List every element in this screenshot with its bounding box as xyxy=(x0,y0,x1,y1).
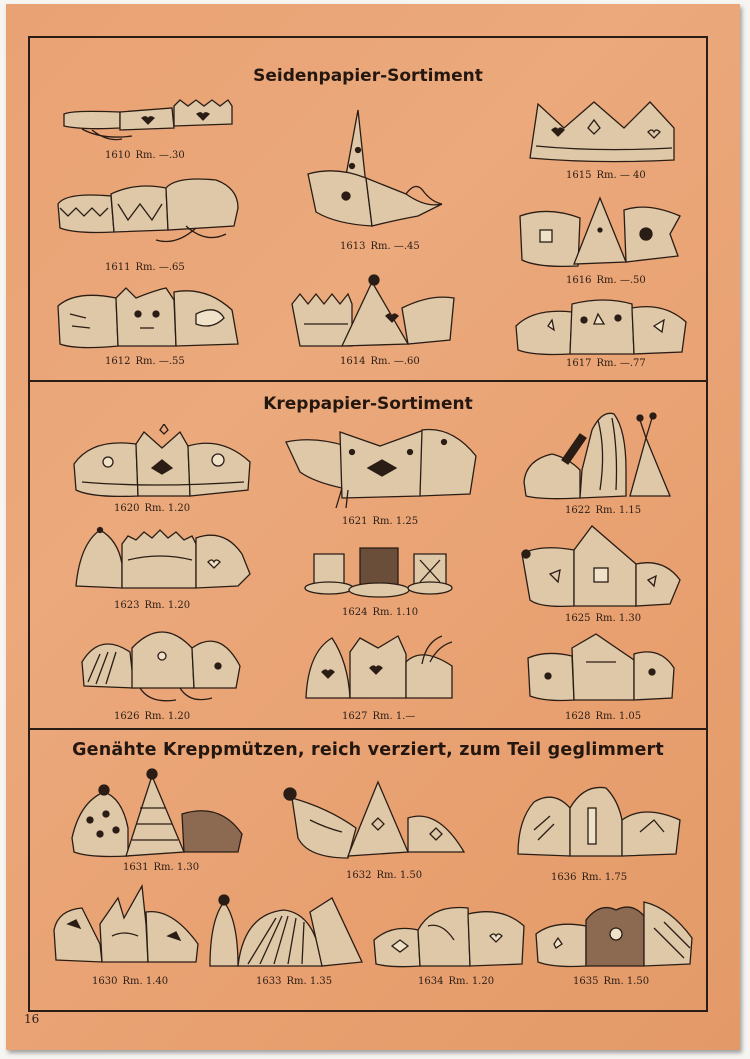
item-number: 1636 xyxy=(551,872,577,883)
hat-illustration-1623 xyxy=(74,524,252,592)
item-number: 1625 xyxy=(565,613,591,624)
item-caption xyxy=(342,711,415,722)
hat-illustration-1632 xyxy=(278,778,468,864)
item-caption xyxy=(105,262,185,273)
item-caption xyxy=(566,358,646,369)
item-number: 1614 xyxy=(340,356,366,367)
item-number: 1622 xyxy=(565,505,591,516)
item-price: Rm. 1.35 xyxy=(286,976,333,987)
item-caption xyxy=(566,275,646,286)
item-price: Rm. —.30 xyxy=(135,150,185,161)
item-number: 1613 xyxy=(340,241,366,252)
item-price: Rm. —.50 xyxy=(596,275,646,286)
item-caption xyxy=(565,711,641,722)
hat-illustration-1631 xyxy=(70,768,246,860)
hat-illustration-1624 xyxy=(304,544,454,600)
hat-illustration-1614 xyxy=(290,272,458,352)
item-number: 1620 xyxy=(114,503,140,514)
hat-illustration-1612 xyxy=(56,284,241,354)
item-price: Rm. —.60 xyxy=(370,356,420,367)
hat-illustration-1633 xyxy=(204,894,366,970)
section-divider xyxy=(28,380,708,382)
item-caption xyxy=(256,976,332,987)
hat-illustration-1627 xyxy=(302,632,458,702)
item-caption xyxy=(342,607,418,618)
item-price: Rm. 1.10 xyxy=(372,607,419,618)
item-number: 1610 xyxy=(105,150,131,161)
item-caption xyxy=(340,241,420,252)
item-caption xyxy=(418,976,494,987)
item-caption xyxy=(342,516,418,527)
section-title-seidenpapier: Seidenpapier-Sortiment xyxy=(253,66,483,86)
hat-illustration-1622 xyxy=(522,410,674,502)
hat-illustration-1610 xyxy=(62,96,237,146)
hat-illustration-1630 xyxy=(52,884,202,966)
item-price: Rm. 1.40 xyxy=(122,976,169,987)
item-price: Rm. —.65 xyxy=(135,262,185,273)
hat-illustration-1620 xyxy=(72,424,252,500)
item-caption xyxy=(565,505,641,516)
hat-illustration-1611 xyxy=(56,174,241,254)
item-price: Rm. —.45 xyxy=(370,241,420,252)
item-price: Rm. 1.25 xyxy=(372,516,419,527)
hat-illustration-1634 xyxy=(372,900,528,970)
hat-illustration-1626 xyxy=(80,622,244,708)
item-number: 1627 xyxy=(342,711,368,722)
section-divider xyxy=(28,728,708,730)
item-number: 1611 xyxy=(105,262,131,273)
item-price: Rm. 1.50 xyxy=(376,870,423,881)
hat-illustration-1621 xyxy=(284,422,480,510)
item-price: Rm. 1.20 xyxy=(448,976,495,987)
hat-illustration-1636 xyxy=(514,780,684,862)
item-price: Rm. 1.20 xyxy=(144,600,191,611)
item-number: 1617 xyxy=(566,358,592,369)
item-caption xyxy=(565,613,641,624)
item-number: 1635 xyxy=(573,976,599,987)
section-title-genaehte-kreppmuetzen: Genähte Kreppmützen, reich verziert, zum Teil geglimmert xyxy=(72,740,664,760)
item-number: 1630 xyxy=(92,976,118,987)
item-number: 1633 xyxy=(256,976,282,987)
hat-illustration-1616 xyxy=(518,196,683,268)
item-price: Rm. 1.30 xyxy=(595,613,642,624)
item-price: Rm. — 40 xyxy=(596,170,646,181)
item-price: Rm. 1.05 xyxy=(595,711,642,722)
item-number: 1631 xyxy=(123,862,149,873)
item-price: Rm. 1.30 xyxy=(153,862,200,873)
item-price: Rm. —.55 xyxy=(135,356,185,367)
item-caption xyxy=(566,170,646,181)
item-caption xyxy=(114,711,190,722)
item-number: 1615 xyxy=(566,170,592,181)
item-caption xyxy=(573,976,649,987)
item-number: 1624 xyxy=(342,607,368,618)
item-caption xyxy=(114,600,190,611)
item-caption xyxy=(92,976,168,987)
item-price: Rm. 1.20 xyxy=(144,503,191,514)
item-caption xyxy=(114,503,190,514)
section-title-kreppapier: Kreppapier-Sortiment xyxy=(263,394,473,414)
hat-illustration-1625 xyxy=(520,524,684,610)
item-number: 1616 xyxy=(566,275,592,286)
item-price: Rm. —.77 xyxy=(596,358,646,369)
item-price: Rm. 1.15 xyxy=(595,505,642,516)
item-number: 1634 xyxy=(418,976,444,987)
hat-illustration-1615 xyxy=(528,98,678,164)
item-caption xyxy=(123,862,199,873)
item-caption xyxy=(340,356,420,367)
item-number: 1612 xyxy=(105,356,131,367)
item-caption xyxy=(346,870,422,881)
hat-illustration-1613 xyxy=(306,108,446,230)
hat-illustration-1628 xyxy=(526,632,678,706)
item-price: Rm. 1.20 xyxy=(144,711,191,722)
hat-illustration-1617 xyxy=(514,296,689,358)
item-number: 1621 xyxy=(342,516,368,527)
hat-illustration-1635 xyxy=(534,898,694,970)
item-caption xyxy=(105,150,185,161)
item-number: 1623 xyxy=(114,600,140,611)
page-number: 16 xyxy=(24,1012,40,1026)
item-number: 1632 xyxy=(346,870,372,881)
item-price: Rm. 1.— xyxy=(372,711,416,722)
item-price: Rm. 1.50 xyxy=(603,976,650,987)
item-caption xyxy=(105,356,185,367)
item-number: 1626 xyxy=(114,711,140,722)
item-number: 1628 xyxy=(565,711,591,722)
item-price: Rm. 1.75 xyxy=(581,872,628,883)
item-caption xyxy=(551,872,627,883)
